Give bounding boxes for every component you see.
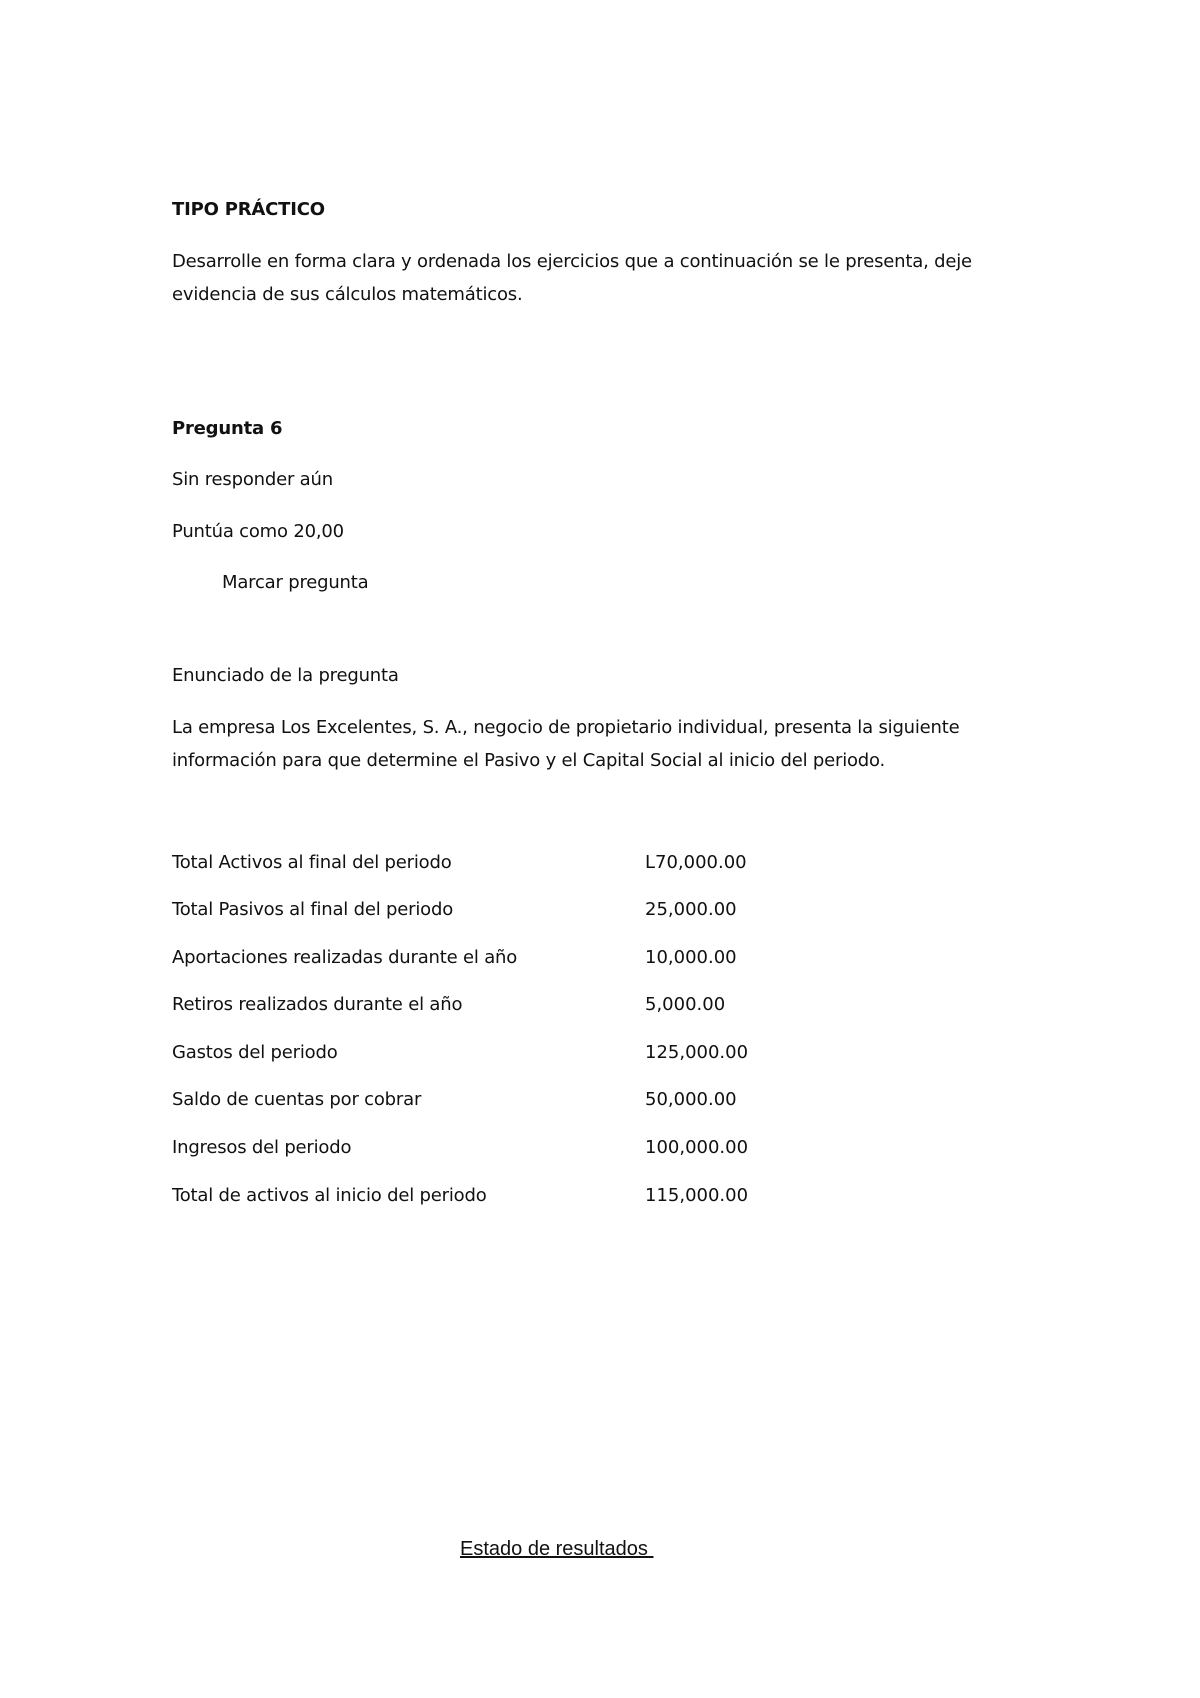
question-title: Pregunta 6	[172, 418, 283, 439]
instructions-line-1: Desarrolle en forma clara y ordenada los ejercicios que a continuación se le presenta, deje	[172, 251, 972, 272]
item-label-8: Total de activos al inicio del periodo	[172, 1185, 487, 1206]
instructions-line-2: evidencia de sus cálculos matemáticos.	[172, 284, 523, 305]
section-heading: TIPO PRÁCTICO	[172, 199, 325, 220]
question-score: Puntúa como 20,00	[172, 521, 344, 542]
statement-line-2: información para que determine el Pasivo y el Capital Social al inicio del periodo.	[172, 750, 886, 771]
item-amount-6: 50,000.00	[645, 1089, 737, 1110]
item-amount-7: 100,000.00	[645, 1137, 749, 1158]
item-amount-5: 125,000.00	[645, 1042, 749, 1063]
flag-question-label: Marcar pregunta	[222, 572, 369, 593]
item-amount-2: 25,000.00	[645, 899, 737, 920]
item-label-5: Gastos del periodo	[172, 1042, 338, 1063]
question-status: Sin responder aún	[172, 469, 333, 490]
item-label-7: Ingresos del periodo	[172, 1137, 352, 1158]
income-statement-title: Estado de resultados	[460, 1538, 654, 1560]
statement-label: Enunciado de la pregunta	[172, 665, 399, 686]
item-label-4: Retiros realizados durante el año	[172, 994, 463, 1015]
item-label-1: Total Activos al final del periodo	[172, 852, 452, 873]
item-amount-4: 5,000.00	[645, 994, 726, 1015]
statement-line-1: La empresa Los Excelentes, S. A., negocio de propietario individual, presenta la siguiente	[172, 717, 960, 738]
item-label-6: Saldo de cuentas por cobrar	[172, 1089, 422, 1110]
item-label-2: Total Pasivos al final del periodo	[172, 899, 454, 920]
item-amount-3: 10,000.00	[645, 947, 737, 968]
item-label-3: Aportaciones realizadas durante el año	[172, 947, 518, 968]
item-amount-1: L70,000.00	[645, 852, 747, 873]
item-amount-8: 115,000.00	[645, 1185, 749, 1206]
